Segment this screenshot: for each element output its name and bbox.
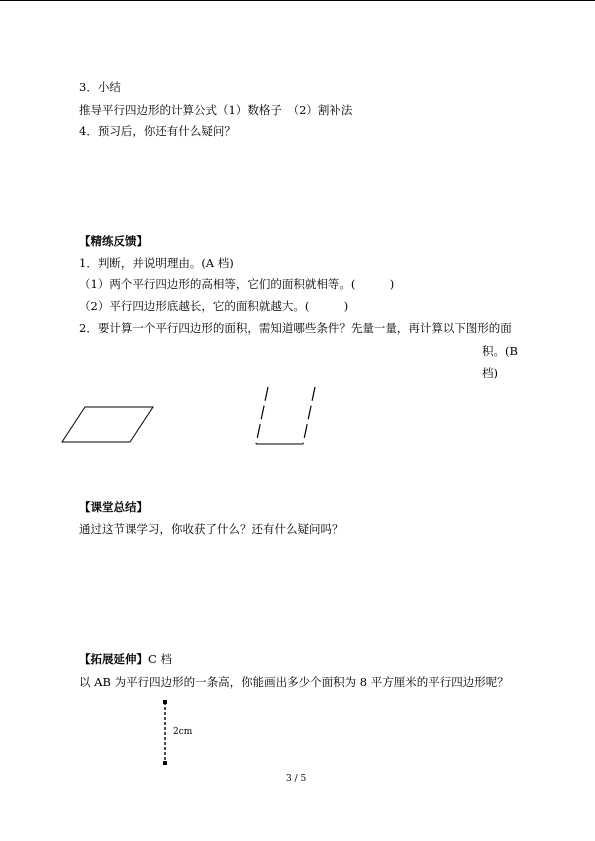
- practice-question-1b: （2）平行四边形底越长，它的面积就越大。( ): [79, 299, 349, 313]
- extension-heading-line: [79, 652, 172, 666]
- summary-title: 3．小结: [79, 80, 121, 94]
- practice-question-2-cont2: 档): [482, 366, 498, 380]
- parallelogram-figure-2: [253, 385, 318, 447]
- class-summary-heading: 【课堂总结】: [79, 500, 148, 514]
- practice-question-2: 2．要计算一个平行四边形的面积，需知道哪些条件？先量一量，再计算以下图形的面: [79, 321, 512, 335]
- page-number: 3 / 5: [286, 774, 307, 784]
- extension-level: C 档: [148, 652, 172, 666]
- extension-heading: 【拓展延伸】: [79, 652, 148, 666]
- class-summary-text: 通过这节课学习，你收获了什么？还有什么疑问吗？: [79, 522, 344, 536]
- segment-ab: [160, 700, 170, 768]
- practice-question-1: 1．判断，并说明理由。(A 档): [79, 256, 234, 270]
- extension-text: 以 AB 为平行四边形的一条高，你能画出多少个面积为 8 平方厘米的平行四边形呢？: [79, 675, 509, 689]
- practice-heading: 【精练反馈】: [79, 234, 148, 248]
- page-top-border: [0, 0, 595, 1]
- parallelogram-figure-1: [60, 405, 155, 445]
- practice-question-1a: （1）两个平行四边形的高相等，它们的面积就相等。( ): [79, 277, 395, 291]
- summary-formula: 推导平行四边形的计算公式（1）数格子 （2）割补法: [79, 103, 353, 117]
- preview-question: 4．预习后，你还有什么疑问？: [79, 124, 236, 138]
- practice-question-2-cont1: 积。(B: [482, 344, 518, 358]
- segment-length-label: 2cm: [173, 727, 193, 737]
